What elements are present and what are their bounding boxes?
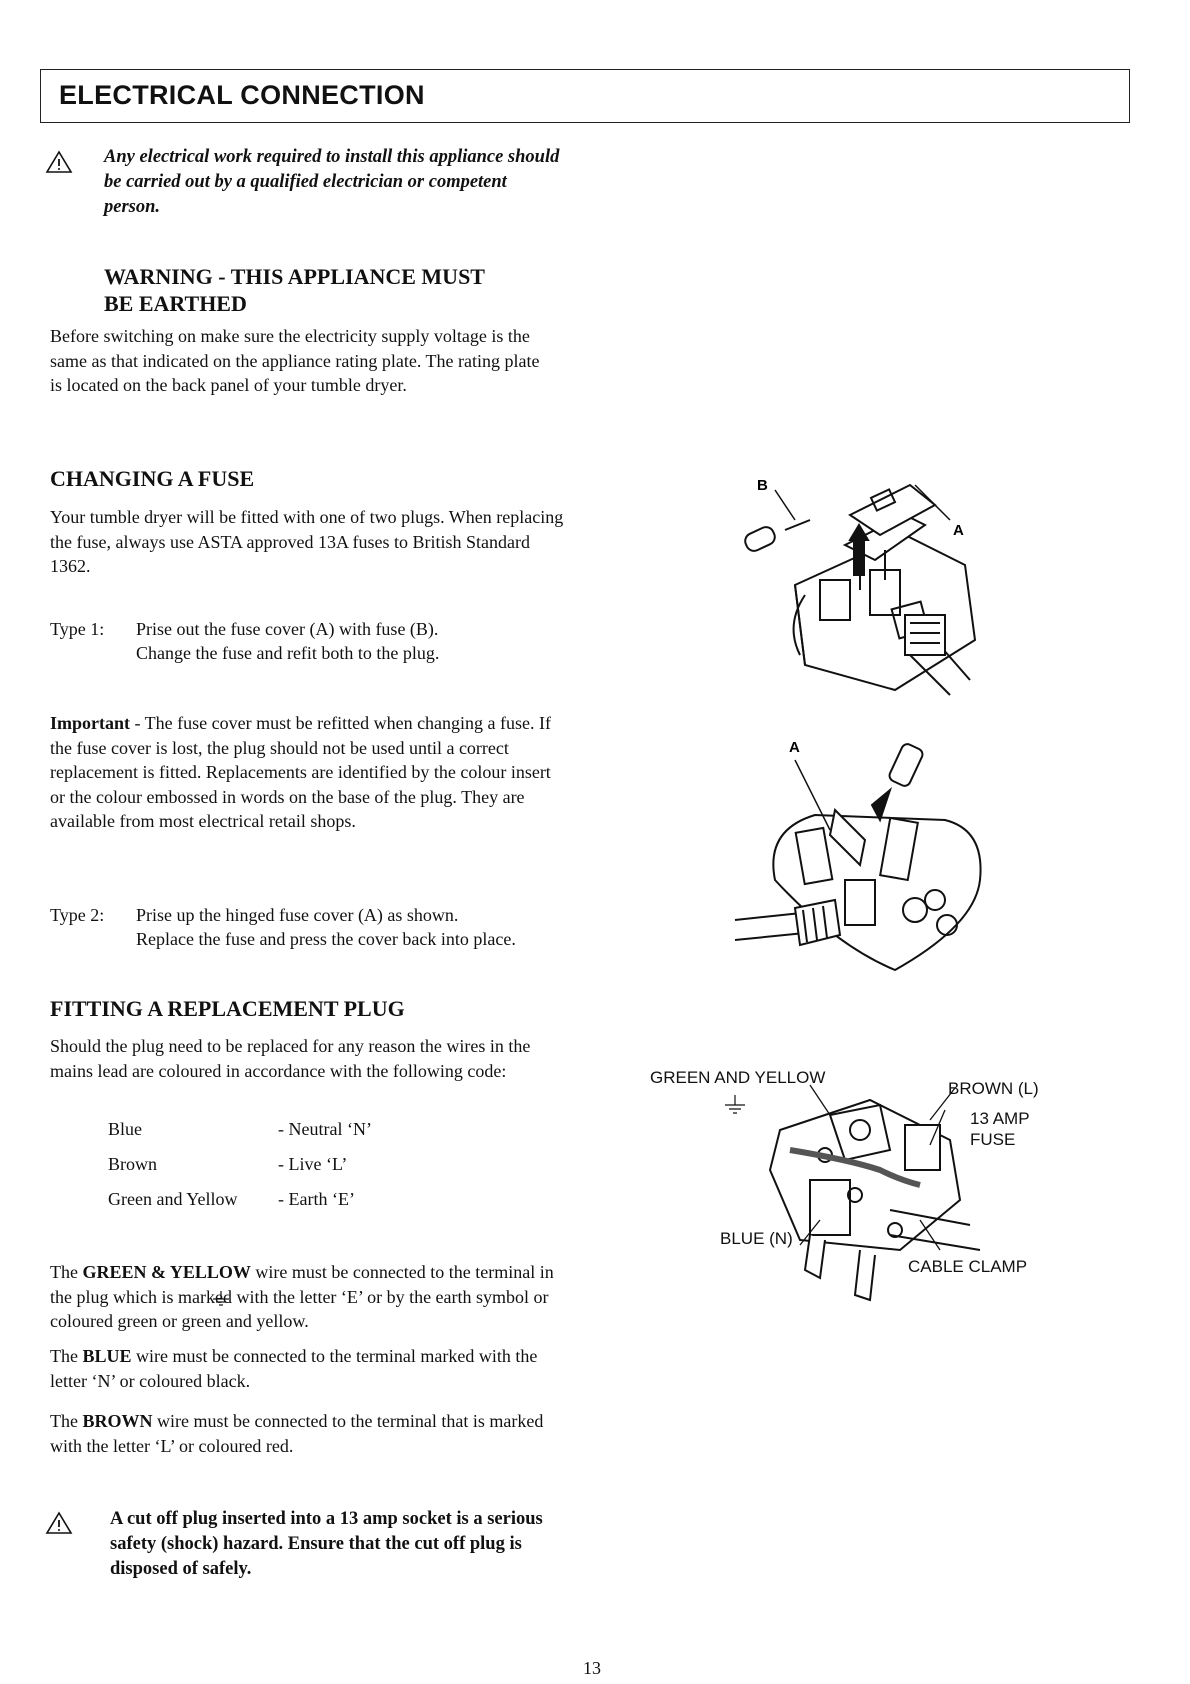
type1-plug-diagram: [745, 465, 1005, 720]
code-meaning: - Earth ‘E’: [278, 1189, 355, 1209]
code-row-green-yellow: [108, 1187, 528, 1222]
label-green-yellow: GREEN AND YELLOW: [650, 1068, 826, 1087]
code-colour: Brown: [108, 1154, 157, 1174]
wiring-diagram: [650, 1060, 1050, 1300]
type2-line1: Prise up the hinged fuse cover (A) as shown.: [136, 905, 459, 925]
brown-paragraph: [50, 1409, 570, 1458]
warning-text: Before switching on make sure the electricity supply voltage is the same as that indicated on the appliance rating plate. The rating plate is located on the back panel of your tumble dryer.: [50, 326, 540, 395]
blue-paragraph: [50, 1344, 570, 1393]
replacement-plug-heading: FITTING A REPLACEMENT PLUG: [50, 996, 405, 1021]
brown-bold: BROWN: [82, 1411, 153, 1431]
blue-prefix: The: [50, 1346, 83, 1366]
code-row-blue: [108, 1117, 528, 1152]
warning-heading: [104, 263, 574, 317]
blue-suffix: wire must be connected to the terminal marked with the letter ‘N’ or coloured black.: [50, 1346, 538, 1391]
label-13-amp: 13 AMP: [970, 1109, 1030, 1128]
code-colour: Green and Yellow: [108, 1189, 238, 1209]
warning-heading-line2: BE EARTHED: [104, 291, 247, 316]
label-fuse: FUSE: [970, 1130, 1016, 1149]
warning-triangle-icon: [45, 150, 73, 174]
code-meaning: - Neutral ‘N’: [278, 1119, 372, 1139]
changing-fuse-heading: CHANGING A FUSE: [50, 466, 255, 491]
green-prefix: The: [50, 1262, 83, 1282]
type1-line1: Prise out the fuse cover (A) with fuse (B).: [136, 619, 439, 639]
label-brown: BROWN (L): [948, 1079, 1039, 1098]
code-meaning: - Live ‘L’: [278, 1154, 348, 1174]
green-suffix: wire must be connected to the terminal in the plug which is marked with the letter ‘E’ or by the earth symbol or coloured green or green and yellow.: [50, 1262, 554, 1331]
brown-suffix: wire must be connected to the terminal that is marked with the letter ‘L’ or coloured red.: [50, 1411, 544, 1456]
code-colour: Blue: [108, 1119, 142, 1139]
important-label: Important: [50, 713, 130, 733]
brown-prefix: The: [50, 1411, 83, 1431]
code-row-brown: [108, 1152, 528, 1187]
type2-instructions: [136, 903, 576, 951]
cut-off-plug-warning: A cut off plug inserted into a 13 amp socket is a serious safety (shock) hazard. Ensure that the cut off plug is disposed of safely.: [110, 1509, 543, 1579]
type1-label: Type 1:: [50, 619, 105, 639]
warning-triangle-icon: [45, 1511, 73, 1535]
label-blue: BLUE (N): [720, 1229, 793, 1248]
label-cable-clamp: CABLE CLAMP: [908, 1257, 1028, 1276]
important-paragraph: [50, 711, 570, 834]
type2-line2: Replace the fuse and press the cover back into place.: [136, 929, 516, 949]
green-bold: GREEN & YELLOW: [82, 1262, 251, 1282]
green-yellow-paragraph: [50, 1260, 570, 1334]
wire-colour-code-list: [108, 1117, 528, 1222]
type2-label: Type 2:: [50, 905, 105, 925]
type2-plug-illustration: [735, 730, 1005, 980]
warning-heading-line1: WARNING - THIS APPLIANCE MUST: [104, 264, 485, 289]
important-text: - The fuse cover must be refitted when changing a fuse. If the fuse cover is lost, the plug should not be used until a correct replacement is fitted. Replacements are identified by the colour insert or the colour embossed in words on the base of the plug. They are available from most electrical retail shops.: [50, 713, 552, 831]
replacement-plug-intro: Should the plug need to be replaced for any reason the wires in the mains lead are coloured in accordance with the following code:: [50, 1036, 531, 1081]
label-b: B: [757, 477, 768, 494]
type2-plug-diagram: [735, 730, 1005, 980]
type1-instructions: [136, 617, 576, 665]
type1-plug-illustration: [745, 465, 1005, 720]
intro-safety-note: Any electrical work required to install this appliance should be carried out by a qualified electrician or competent person.: [104, 147, 560, 217]
type1-line2: Change the fuse and refit both to the plug.: [136, 643, 440, 663]
label-a: A: [953, 522, 964, 539]
changing-fuse-intro: Your tumble dryer will be fitted with one of two plugs. When replacing the fuse, always use ASTA approved 13A fuses to British Standard 1362.: [50, 507, 564, 576]
label-a: A: [789, 739, 800, 756]
section-header-box: [40, 69, 1130, 123]
blue-bold: BLUE: [82, 1346, 132, 1366]
page-number: 13: [583, 1658, 601, 1678]
page-title: ELECTRICAL CONNECTION: [59, 80, 425, 110]
earth-symbol-icon: [212, 1291, 230, 1307]
